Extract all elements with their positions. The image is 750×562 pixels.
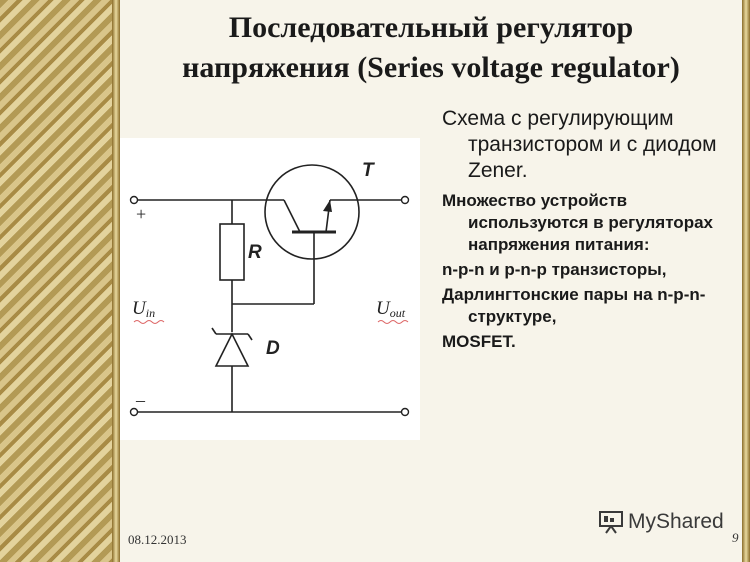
slide-text	[442, 106, 742, 356]
spellcheck-underline-uout	[378, 321, 408, 324]
bullet-item: Дарлингтонские пары на n-p-n-структуре,	[442, 285, 706, 326]
intro-paragraph: Схема с регулирующим транзистором и с диодом Zener.	[442, 107, 717, 182]
page-number: 9	[732, 530, 739, 545]
transistor-collector	[284, 200, 300, 232]
slide	[120, 0, 742, 562]
label-plus: +	[136, 204, 147, 224]
transistor-T-circle	[265, 165, 359, 259]
presentation-icon	[598, 510, 624, 534]
bullet-item: MOSFET.	[442, 332, 516, 351]
terminal-in-plus	[131, 197, 138, 204]
circuit-diagram	[120, 138, 420, 440]
title-line-1: Последовательный регулятор	[228, 11, 634, 44]
slide-title	[120, 8, 742, 88]
label-Uin: Uin	[132, 298, 156, 320]
spellcheck-underline-uin	[134, 321, 164, 324]
title-line-2: напряжения (Series voltage regulator)	[182, 51, 680, 84]
bullet-item: n-p-n и p-n-p транзисторы,	[442, 260, 667, 279]
zener-diode-D	[216, 334, 248, 366]
label-Uout: Uout	[376, 298, 406, 320]
decorative-right-border	[742, 0, 750, 562]
emitter-arrow-icon	[323, 200, 332, 212]
footer-date: 08.12.2013	[128, 532, 187, 547]
label-R: R	[248, 242, 262, 263]
decorative-gold-border	[0, 0, 120, 562]
logo-text: MyShared	[628, 510, 724, 533]
resistor-R	[220, 224, 244, 280]
terminal-out-minus	[402, 409, 409, 416]
label-minus: –	[136, 390, 145, 410]
bullet-item: Множество устройств используются в регуляторах напряжения питания:	[442, 191, 713, 254]
zener-bar-tip-right	[248, 334, 252, 340]
circuit-svg	[120, 138, 420, 440]
zener-bar-tip-left	[212, 328, 216, 334]
label-T: T	[362, 160, 374, 181]
myshared-logo[interactable]	[598, 510, 724, 534]
terminal-out-plus	[402, 197, 409, 204]
label-D: D	[266, 338, 280, 359]
